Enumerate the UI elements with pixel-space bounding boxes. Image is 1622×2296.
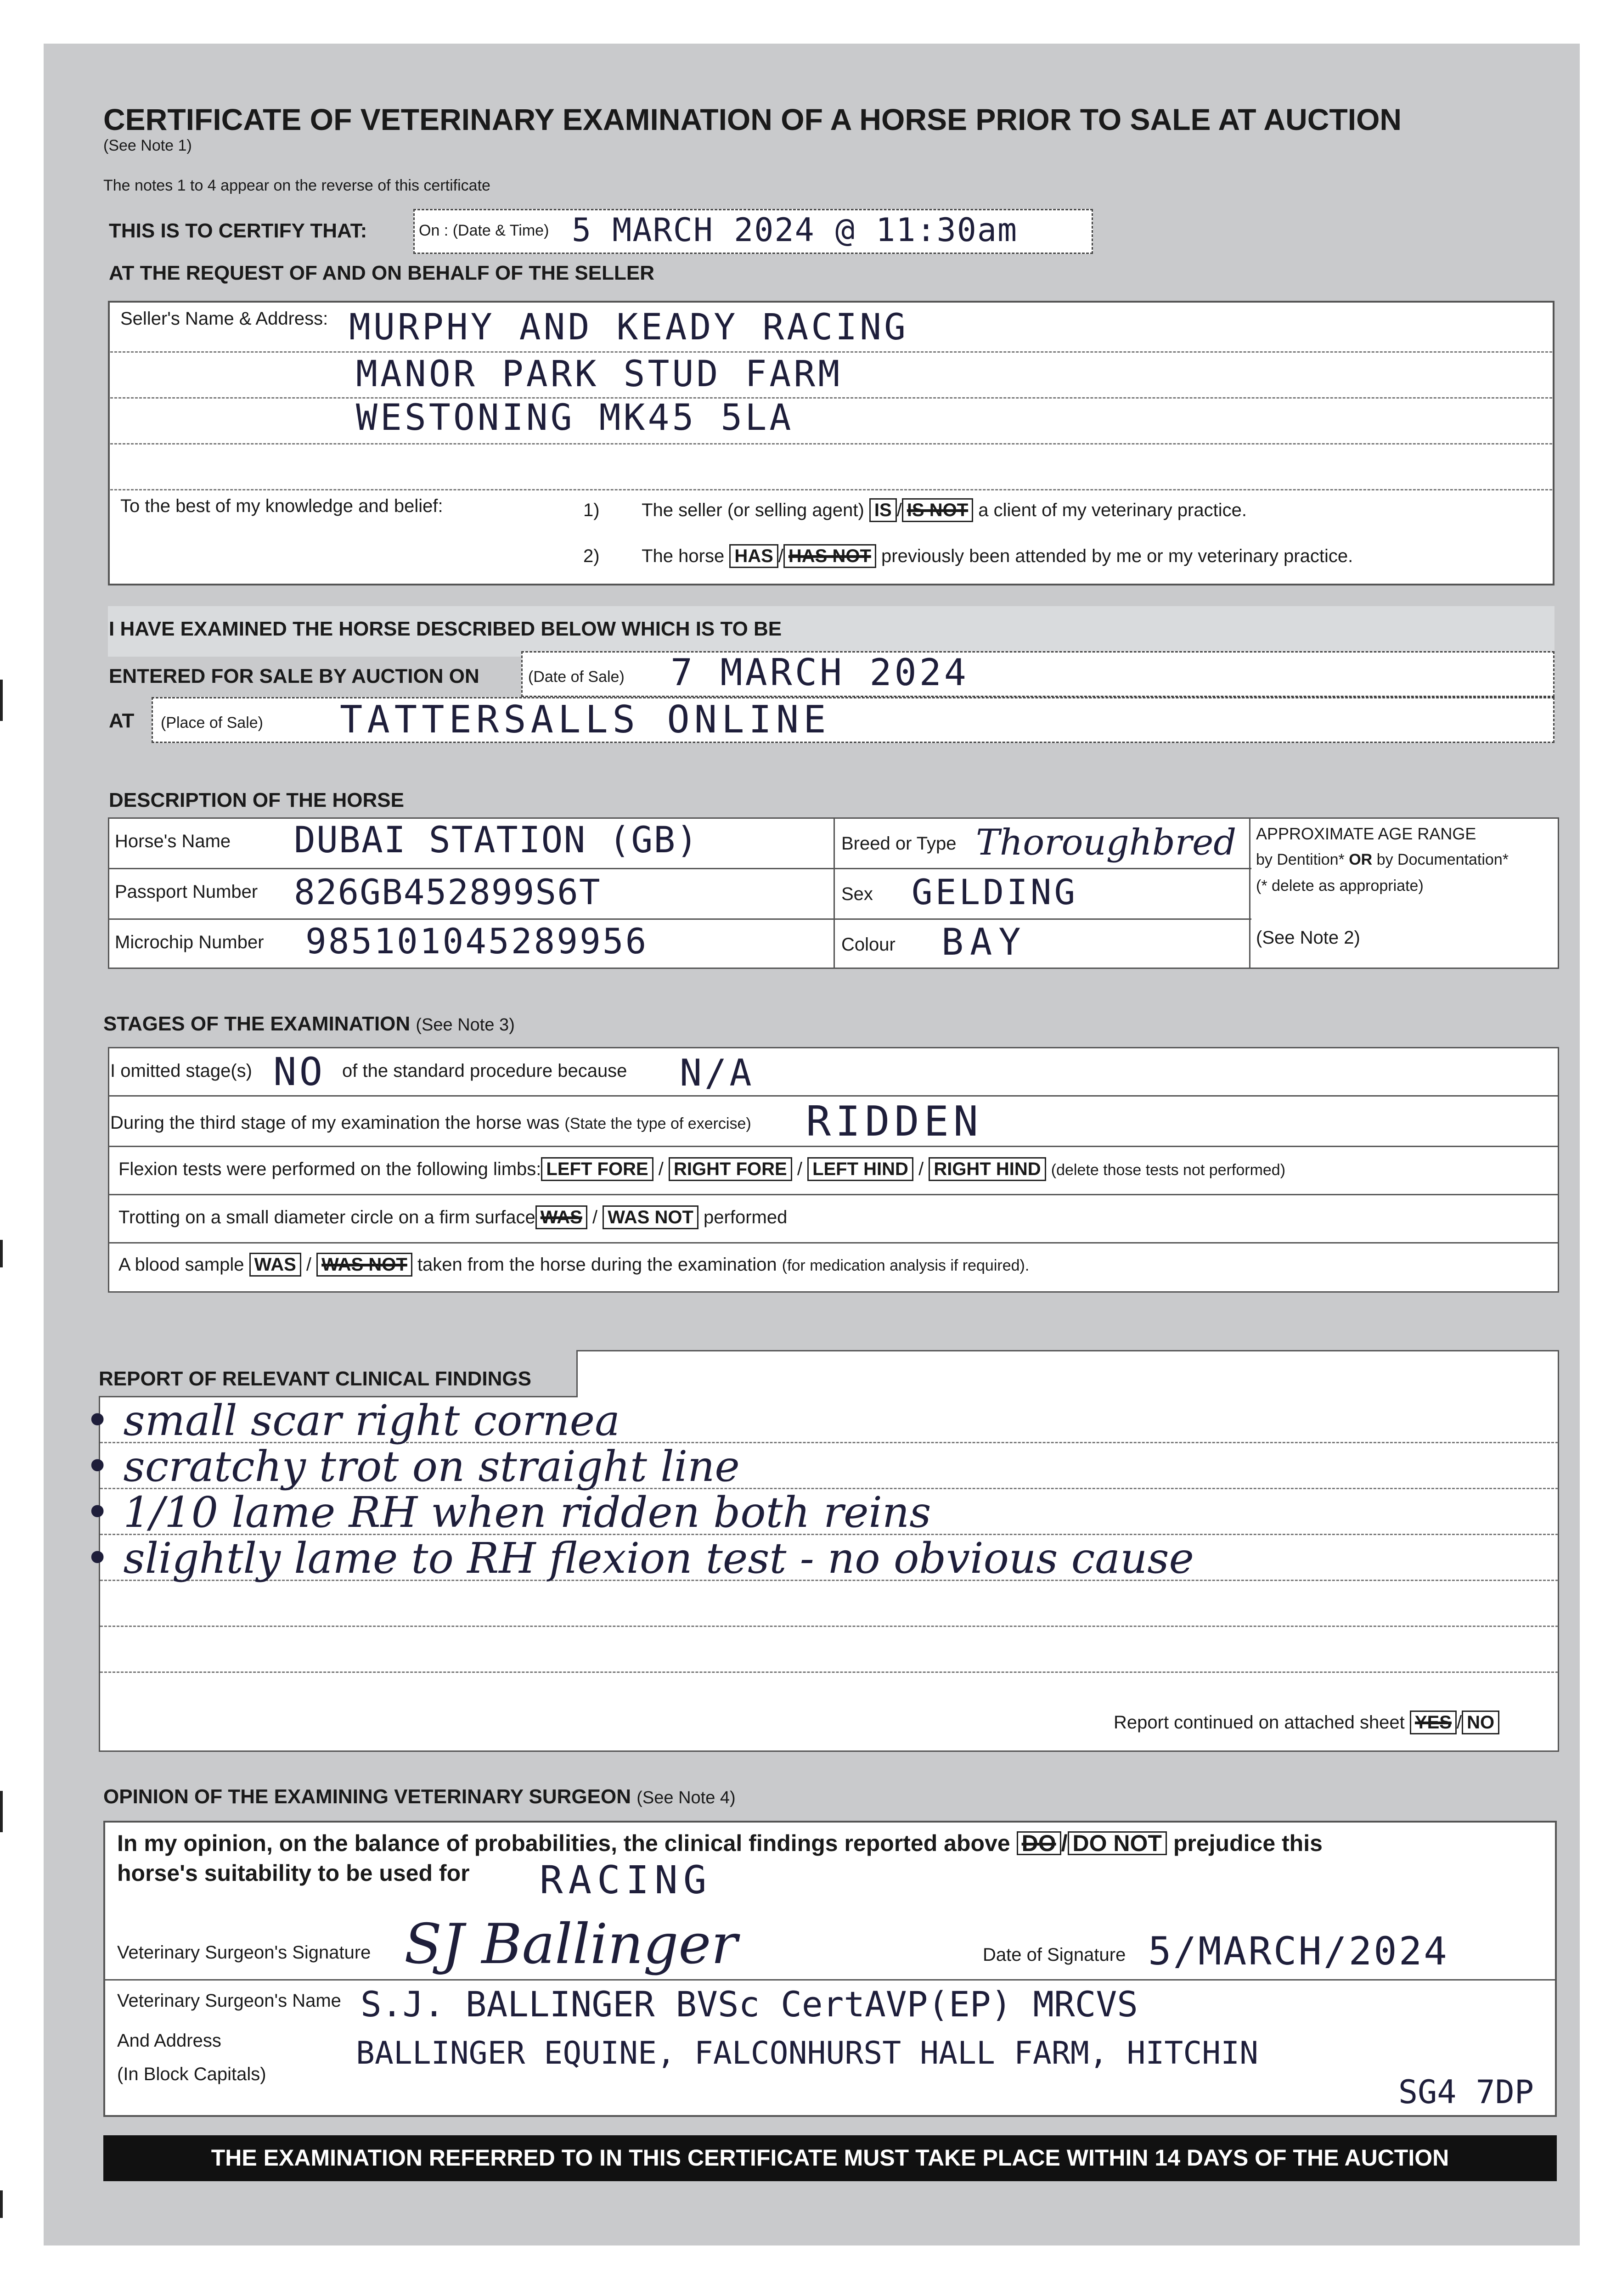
report-rule xyxy=(100,1671,1558,1673)
omitted-row xyxy=(110,1061,252,1081)
stages-heading-note: (See Note 3) xyxy=(416,1015,515,1035)
statement-1-num: 1) xyxy=(583,500,600,520)
statement-2-post: previously been attended by me or my veterinary practice. xyxy=(881,546,1353,566)
age-delete-note: (* delete as appropriate) xyxy=(1256,877,1424,895)
seller-rule xyxy=(110,489,1552,490)
horse-has-option[interactable]: HAS xyxy=(729,544,778,568)
vet-address-postcode: SG4 7DP xyxy=(1398,2073,1534,2111)
breed-value: Thoroughbred xyxy=(976,822,1237,863)
blood-row xyxy=(118,1253,1029,1277)
option-separator: / xyxy=(797,1159,802,1179)
colour-value: BAY xyxy=(941,921,1027,963)
option-separator: / xyxy=(1456,1712,1462,1733)
statement-2-pre: The horse xyxy=(642,546,725,566)
trot-row xyxy=(118,1205,787,1229)
opinion-line-1 xyxy=(117,1830,1323,1857)
statement-1-post: a client of my veterinary practice. xyxy=(978,500,1247,520)
seller-rule xyxy=(110,443,1552,445)
omitted-post: of the standard procedure because xyxy=(342,1061,627,1081)
sale-place-label: (Place of Sale) xyxy=(161,714,263,732)
signature-date-value: 5/MARCH/2024 xyxy=(1148,1929,1449,1974)
third-note: (State the type of exercise) xyxy=(564,1115,751,1132)
sex-value: GELDING xyxy=(912,872,1078,912)
report-continued-label: Report continued on attached sheet xyxy=(1114,1712,1405,1733)
table-rule xyxy=(108,868,1251,869)
age-documentation[interactable]: by Documentation* xyxy=(1376,851,1509,868)
report-continued xyxy=(1114,1711,1499,1734)
opinion-heading xyxy=(103,1785,736,1808)
third-pre: During the third stage of my examination the horse was xyxy=(110,1113,560,1133)
omitted-value: NO xyxy=(273,1049,326,1094)
blood-post: taken from the horse during the examination xyxy=(417,1255,777,1275)
age-line xyxy=(1256,851,1509,869)
age-see-note: (See Note 2) xyxy=(1256,928,1360,948)
statement-1-pre: The seller (or selling agent) xyxy=(642,500,864,520)
flexion-left-hind[interactable]: LEFT HIND xyxy=(807,1157,913,1181)
statement-2-num: 2) xyxy=(583,546,600,566)
trot-was-option[interactable]: WAS xyxy=(535,1205,587,1229)
table-rule xyxy=(108,1194,1559,1195)
vet-address-label-2: (In Block Capitals) xyxy=(117,2064,266,2084)
sale-heading-1: I HAVE EXAMINED THE HORSE DESCRIBED BELOW WHICH IS TO BE xyxy=(109,618,782,640)
opinion-do-option[interactable]: DO xyxy=(1017,1831,1061,1855)
seller-line-2: MANOR PARK STUD FARM xyxy=(356,354,843,395)
signature-label: Veterinary Surgeon's Signature xyxy=(117,1942,371,1963)
seller-line-1: MURPHY AND KEADY RACING xyxy=(349,307,909,348)
horse-name-label: Horse's Name xyxy=(115,831,231,851)
blood-pre: A blood sample xyxy=(118,1255,244,1275)
sale-date-value: 7 MARCH 2024 xyxy=(670,651,969,694)
finding-4: • slightly lame to RH flexion test - no obvious cause xyxy=(85,1534,1194,1583)
omitted-reason: N/A xyxy=(680,1052,755,1094)
finding-3: • 1/10 lame RH when ridden both reins xyxy=(85,1488,931,1537)
date-time-label: On : (Date & Time) xyxy=(419,222,549,239)
report-rule xyxy=(100,1626,1558,1627)
opinion-rule xyxy=(103,1979,1557,1981)
belief-label: To the best of my knowledge and belief: xyxy=(120,496,443,516)
certify-label: THIS IS TO CERTIFY THAT: xyxy=(109,219,367,242)
seller-is-option[interactable]: IS xyxy=(869,498,897,522)
finding-2: • scratchy trot on straight line xyxy=(85,1442,740,1491)
flexion-left-fore[interactable]: LEFT FORE xyxy=(541,1157,653,1181)
trot-pre: Trotting on a small diameter circle on a firm surface xyxy=(118,1207,535,1227)
blood-was-not-option[interactable]: WAS NOT xyxy=(316,1253,412,1277)
sex-label: Sex xyxy=(841,884,873,904)
third-stage-row xyxy=(110,1113,751,1133)
opinion-text-post: prejudice this xyxy=(1173,1830,1323,1856)
sale-heading-2: ENTERED FOR SALE BY AUCTION ON xyxy=(109,665,479,687)
binding-mark xyxy=(0,2190,3,2218)
sale-place-value: TATTERSALLS ONLINE xyxy=(340,698,831,742)
age-or: OR xyxy=(1349,851,1373,868)
certificate-title: CERTIFICATE OF VETERINARY EXAMINATION OF A HORSE PRIOR TO SALE AT AUCTION xyxy=(103,102,1402,136)
vet-address-label-1: And Address xyxy=(117,2031,221,2051)
opinion-heading-note: (See Note 4) xyxy=(636,1788,736,1807)
vet-name-value: S.J. BALLINGER BVSc CertAVP(EP) MRCVS xyxy=(360,1984,1138,2025)
option-separator: / xyxy=(592,1207,598,1227)
seller-line-3: WESTONING MK45 5LA xyxy=(356,397,794,439)
option-separator: / xyxy=(896,500,902,520)
description-heading: DESCRIPTION OF THE HORSE xyxy=(109,789,404,811)
option-separator: / xyxy=(306,1255,312,1275)
table-rule xyxy=(108,1146,1559,1147)
date-time-value: 5 MARCH 2024 @ 11:30am xyxy=(572,211,1018,249)
see-note-1: (See Note 1) xyxy=(103,137,192,154)
finding-1: • small scar right cornea xyxy=(85,1396,620,1445)
horse-name-value: DUBAI STATION (GB) xyxy=(294,820,699,861)
table-rule xyxy=(834,817,835,969)
opinion-use-value: RACING xyxy=(540,1857,712,1902)
signature-date-label: Date of Signature xyxy=(983,1945,1126,1965)
seller-label: Seller's Name & Address: xyxy=(120,309,328,329)
binding-mark xyxy=(0,680,3,721)
omitted-pre: I omitted stage(s) xyxy=(110,1061,253,1081)
passport-label: Passport Number xyxy=(115,882,258,902)
age-dentition[interactable]: by Dentition* xyxy=(1256,851,1345,868)
option-separator: / xyxy=(918,1159,924,1179)
option-separator: / xyxy=(1061,1830,1068,1856)
sale-at-label: AT xyxy=(109,709,135,732)
breed-label: Breed or Type xyxy=(841,833,957,854)
table-rule xyxy=(108,1242,1559,1244)
vet-name-label: Veterinary Surgeon's Name xyxy=(117,1991,341,2011)
notes-line: The notes 1 to 4 appear on the reverse of this certificate xyxy=(103,177,490,194)
age-title: APPROXIMATE AGE RANGE xyxy=(1256,824,1476,843)
microchip-label: Microchip Number xyxy=(115,932,264,952)
flexion-post: (delete those tests not performed) xyxy=(1051,1161,1286,1179)
seller-rule xyxy=(110,397,1552,399)
flexion-pre: Flexion tests were performed on the following limbs: xyxy=(118,1159,541,1179)
flexion-right-fore[interactable]: RIGHT FORE xyxy=(669,1157,792,1181)
opinion-line-2: horse's suitability to be used for xyxy=(117,1860,470,1886)
seller-is-not-option[interactable]: IS NOT xyxy=(902,498,973,522)
trot-was-not-option[interactable]: WAS NOT xyxy=(603,1205,698,1229)
table-rule xyxy=(108,1095,1559,1097)
opinion-text-pre: In my opinion, on the balance of probabilities, the clinical findings reported above xyxy=(117,1830,1010,1856)
opinion-heading-text: OPINION OF THE EXAMINING VETERINARY SURGEON xyxy=(103,1785,631,1808)
flexion-right-hind[interactable]: RIGHT HIND xyxy=(929,1157,1046,1181)
continued-no-option[interactable]: NO xyxy=(1462,1711,1499,1734)
sale-date-label: (Date of Sale) xyxy=(528,668,625,686)
blood-note: (for medication analysis if required). xyxy=(782,1257,1030,1274)
table-rule xyxy=(108,918,1251,920)
request-label: AT THE REQUEST OF AND ON BEHALF OF THE SELLER xyxy=(109,262,654,284)
table-rule xyxy=(1249,817,1250,969)
stages-heading xyxy=(103,1013,515,1035)
binding-mark xyxy=(0,1791,3,1832)
colour-label: Colour xyxy=(841,934,895,955)
option-separator: / xyxy=(778,546,783,566)
signature-value: SJ Ballinger xyxy=(404,1913,738,1976)
statement-1 xyxy=(583,498,1247,522)
opinion-do-not-option[interactable]: DO NOT xyxy=(1068,1831,1167,1855)
continued-yes-option[interactable]: YES xyxy=(1410,1711,1457,1734)
statement-2 xyxy=(583,544,1353,568)
report-heading: REPORT OF RELEVANT CLINICAL FINDINGS xyxy=(99,1367,531,1390)
binding-mark xyxy=(0,1240,3,1267)
stages-heading-text: STAGES OF THE EXAMINATION xyxy=(103,1013,411,1035)
vet-address-value: BALLINGER EQUINE, FALCONHURST HALL FARM, HITCHIN xyxy=(356,2035,1259,2071)
option-separator: / xyxy=(658,1159,664,1179)
footer-banner-text: THE EXAMINATION REFERRED TO IN THIS CERTIFICATE MUST TAKE PLACE WITHIN 14 DAYS OF THE AUCTION xyxy=(211,2145,1449,2171)
third-value: RIDDEN xyxy=(806,1097,983,1146)
blood-was-option[interactable]: WAS xyxy=(249,1253,301,1277)
horse-has-not-option[interactable]: HAS NOT xyxy=(783,544,876,568)
trot-post: performed xyxy=(704,1207,788,1227)
passport-value: 826GB452899S6T xyxy=(294,872,601,912)
seller-rule xyxy=(110,351,1552,353)
microchip-value: 985101045289956 xyxy=(305,921,648,962)
flexion-row xyxy=(118,1157,1285,1181)
